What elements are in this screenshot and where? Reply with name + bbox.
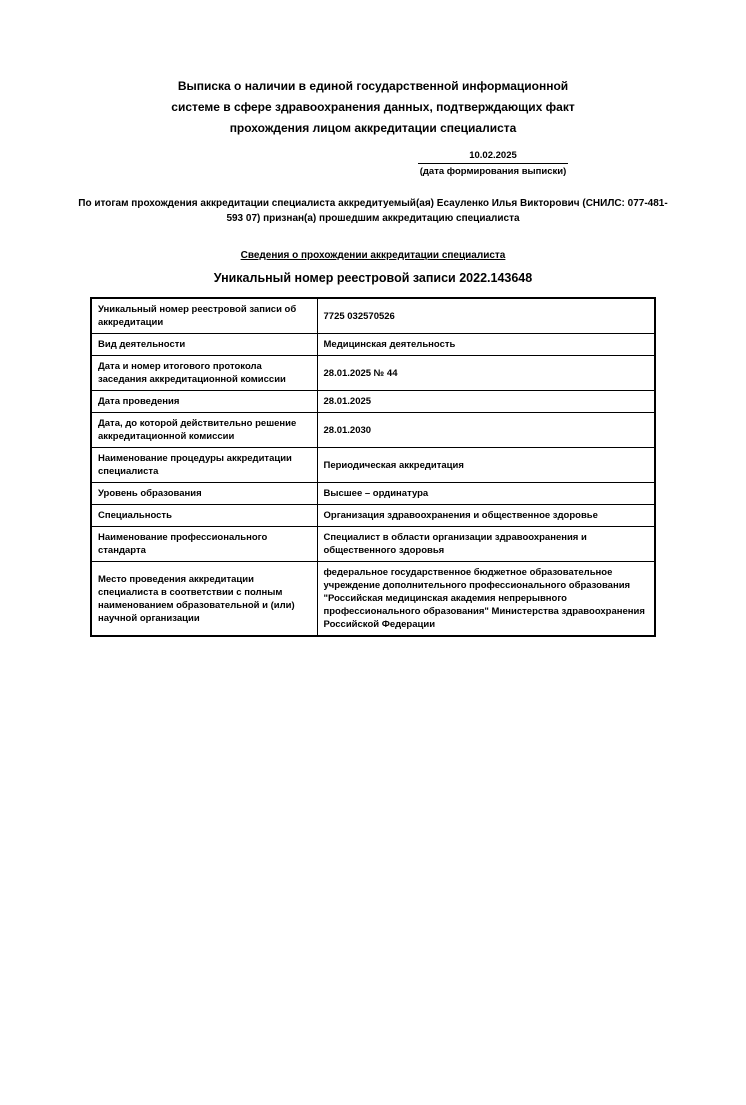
field-value: 28.01.2030	[317, 413, 655, 448]
table-row	[91, 483, 655, 505]
field-value: Периодическая аккредитация	[317, 448, 655, 483]
field-value: Организация здравоохранения и общественное здоровье	[317, 505, 655, 527]
field-label: Наименование процедуры аккредитации специалиста	[91, 448, 317, 483]
table-row	[91, 448, 655, 483]
table-row	[91, 527, 655, 562]
table-row	[91, 413, 655, 448]
field-value: 7725 032570526	[317, 298, 655, 334]
table-row	[91, 562, 655, 637]
intro-paragraph	[0, 196, 746, 226]
document-title	[0, 76, 746, 139]
issue-date-group	[418, 150, 568, 177]
field-label: Дата, до которой действительно решение аккредитационной комиссии	[91, 413, 317, 448]
table-row	[91, 391, 655, 413]
table-row	[91, 298, 655, 334]
accreditation-table	[90, 297, 656, 637]
document-title-line: Выписка о наличии в единой государственной информационной	[177, 79, 569, 93]
field-label: Наименование профессионального стандарта	[91, 527, 317, 562]
field-value: Высшее – ординатура	[317, 483, 655, 505]
field-label: Место проведения аккредитации специалиста в соответствии с полным наименованием образовательной и (или) научной организации	[91, 562, 317, 637]
field-label: Дата и номер итогового протокола заседания аккредитационной комиссии	[91, 356, 317, 391]
field-label: Уникальный номер реестровой записи об аккредитации	[91, 298, 317, 334]
field-label: Специальность	[91, 505, 317, 527]
document-title-line: системе в сфере здравоохранения данных, подтверждающих факт	[171, 100, 575, 114]
section-heading: Сведения о прохождении аккредитации специалиста	[240, 250, 506, 261]
document-title-line: прохождения лицом аккредитации специалиста	[229, 121, 517, 135]
field-value: Специалист в области организации здравоохранения и общественного здоровья	[317, 527, 655, 562]
intro-paragraph-line: По итогам прохождения аккредитации специалиста аккредитуемый(ая) Есауленко Илья Викторович (СНИЛС: 077-481-	[78, 198, 668, 209]
intro-paragraph-line: 593 07) признан(а) прошедшим аккредитацию специалиста	[226, 213, 520, 224]
field-label: Уровень образования	[91, 483, 317, 505]
field-label: Дата проведения	[91, 391, 317, 413]
registry-number-heading: Уникальный номер реестровой записи 2022.143648	[213, 271, 533, 285]
field-label: Вид деятельности	[91, 334, 317, 356]
field-value: 28.01.2025 № 44	[317, 356, 655, 391]
table-row	[91, 356, 655, 391]
field-value: 28.01.2025	[317, 391, 655, 413]
document-page	[0, 76, 746, 1105]
issue-date-block	[0, 150, 746, 179]
issue-date-caption: (дата формирования выписки)	[419, 166, 567, 177]
table-row	[91, 334, 655, 356]
field-value: Медицинская деятельность	[317, 334, 655, 356]
table-row	[91, 505, 655, 527]
field-value: федеральное государственное бюджетное образовательное учреждение дополнительного профессионального образования "Российская медицинская академия непрерывного профессионального образования" Министерства здравоохранения Российской Федерации	[317, 562, 655, 637]
issue-date: 10.02.2025	[418, 150, 568, 164]
